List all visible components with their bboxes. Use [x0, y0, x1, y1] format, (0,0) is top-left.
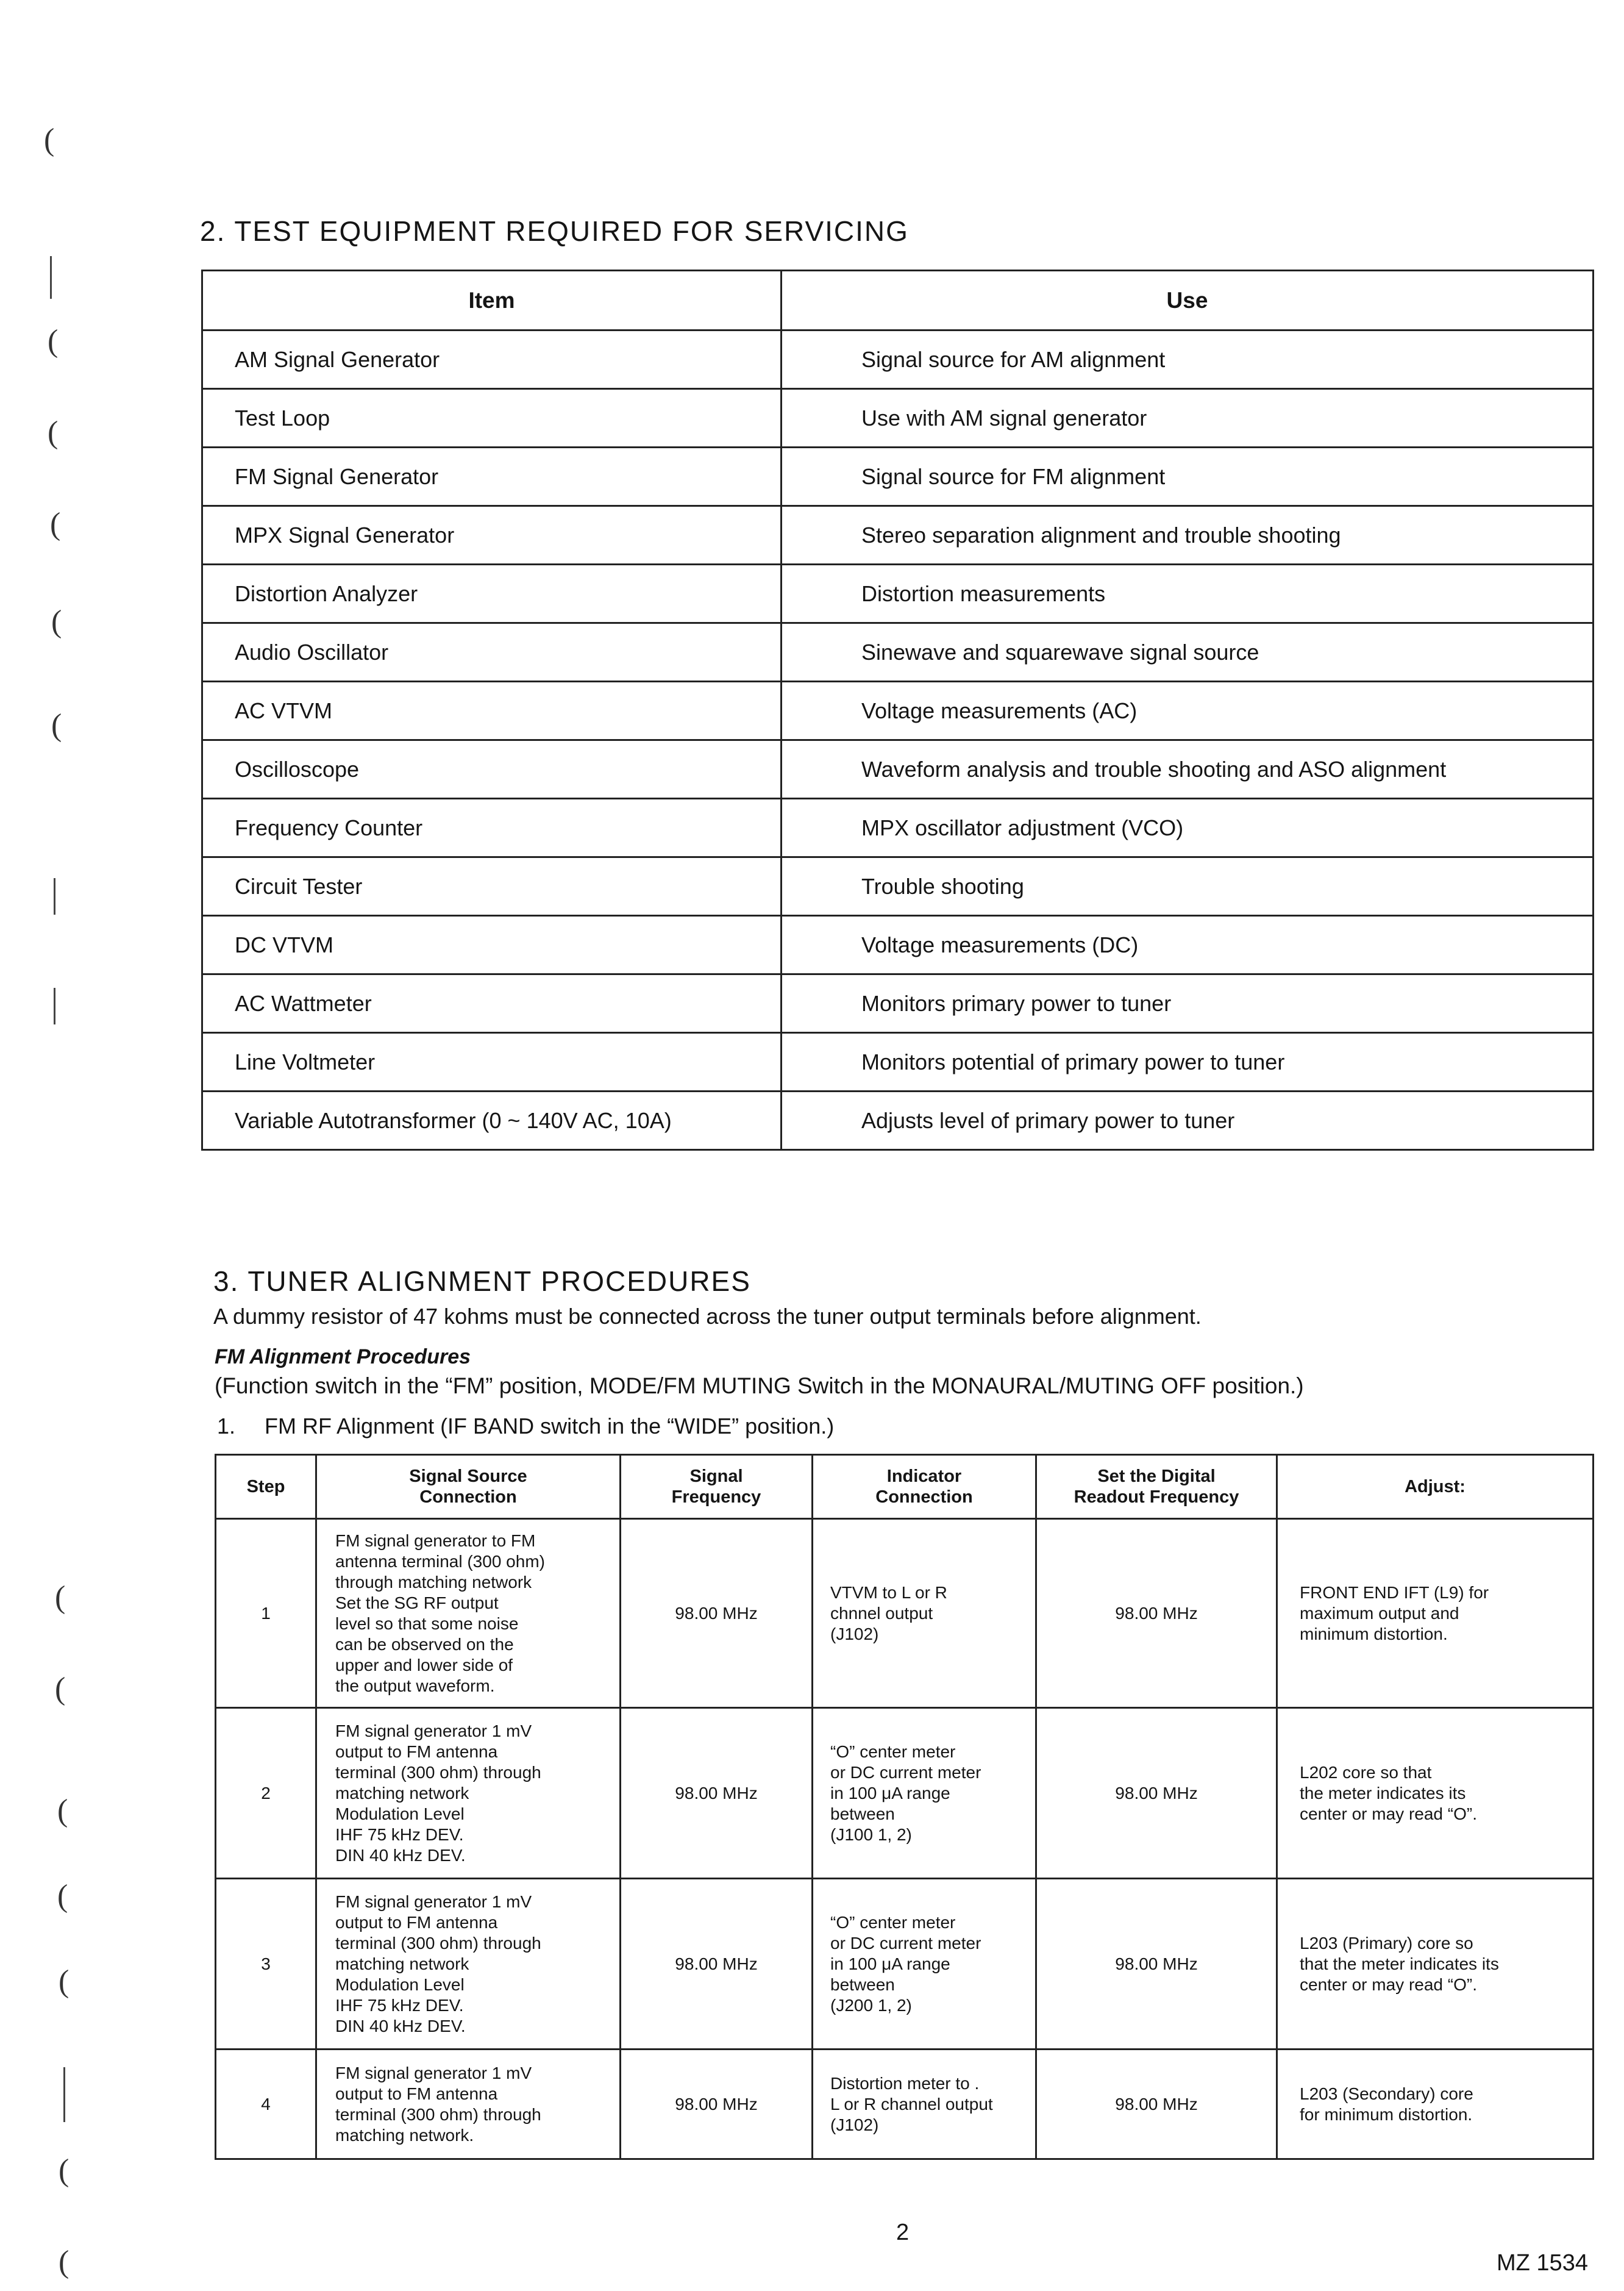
fm-rf-alignment-table — [215, 1454, 1594, 2160]
adjust-instruction: FRONT END IFT (L9) for maximum output and minimum distortion. — [1277, 1519, 1594, 1708]
binding-margin-marks: ( ( ( ( ( ( ( ( ( ( ( ( ( — [44, 123, 69, 2279]
fm-alignment-heading: FM Alignment Procedures — [215, 1345, 471, 1368]
adjust-instruction: L202 core so that the meter indicates its center or may read “O”. — [1277, 1708, 1594, 1879]
equipment-item: Line Voltmeter — [202, 1033, 782, 1092]
page-number: 2 — [896, 2220, 910, 2245]
equipment-use: Stereo separation alignment and trouble shooting — [782, 506, 1594, 565]
table-row — [202, 1033, 1594, 1092]
column-header-digital-readout: Set the Digital Readout Frequency — [1036, 1455, 1277, 1519]
equipment-use: Voltage measurements (DC) — [782, 916, 1594, 974]
table-row — [216, 1708, 1594, 1879]
column-header-adjust: Adjust: — [1277, 1455, 1594, 1519]
signal-source-connection: FM signal generator 1 mV output to FM antenna terminal (300 ohm) through matching network Modulation Level IHF 75 kHz DEV. DIN 40 kHz DEV. — [316, 1879, 621, 2050]
signal-source-connection: FM signal generator 1 mV output to FM antenna terminal (300 ohm) through matching network. — [316, 2050, 621, 2159]
equipment-use: Use with AM signal generator — [782, 389, 1594, 448]
column-header-use: Use — [782, 271, 1594, 331]
signal-source-connection: FM signal generator to FM antenna terminal (300 ohm) through matching network Set the SG RF output level so that some noise can be observed on the upper and lower side of the output waveform. — [316, 1519, 621, 1708]
column-header-signal-source: Signal Source Connection — [316, 1455, 621, 1519]
signal-frequency: 98.00 MHz — [621, 2050, 813, 2159]
equipment-item: AC Wattmeter — [202, 974, 782, 1033]
indicator-connection: VTVM to L or R chnnel output (J102) — [813, 1519, 1036, 1708]
table-row — [216, 1879, 1594, 2050]
equipment-item: Test Loop — [202, 389, 782, 448]
function-switch-note: (Function switch in the “FM” position, MODE/FM MUTING Switch in the MONAURAL/MUTING OFF position.) — [215, 1373, 1304, 1398]
equipment-use: Waveform analysis and trouble shooting and ASO alignment — [782, 740, 1594, 799]
signal-frequency: 98.00 MHz — [621, 1879, 813, 2050]
digital-readout-frequency: 98.00 MHz — [1036, 1708, 1277, 1879]
table-row — [202, 974, 1594, 1033]
table-row — [202, 740, 1594, 799]
table-row — [202, 389, 1594, 448]
section-2-title: 2. TEST EQUIPMENT REQUIRED FOR SERVICING — [200, 215, 909, 247]
equipment-use: Voltage measurements (AC) — [782, 682, 1594, 740]
equipment-item: AM Signal Generator — [202, 331, 782, 389]
equipment-use: Signal source for AM alignment — [782, 331, 1594, 389]
step-number: 4 — [216, 2050, 316, 2159]
indicator-connection: Distortion meter to . L or R channel output (J102) — [813, 2050, 1036, 2159]
equipment-use: Distortion measurements — [782, 565, 1594, 623]
table-row — [202, 799, 1594, 857]
signal-frequency: 98.00 MHz — [621, 1708, 813, 1879]
step-number: 2 — [216, 1708, 316, 1879]
subsection-number: 1. — [217, 1414, 236, 1439]
digital-readout-frequency: 98.00 MHz — [1036, 2050, 1277, 2159]
column-header-signal-frequency: Signal Frequency — [621, 1455, 813, 1519]
equipment-item: FM Signal Generator — [202, 448, 782, 506]
table-row — [202, 857, 1594, 916]
table-row — [202, 448, 1594, 506]
table-row — [202, 506, 1594, 565]
table-row — [216, 2050, 1594, 2159]
adjust-instruction: L203 (Secondary) core for minimum distortion. — [1277, 2050, 1594, 2159]
equipment-item: Circuit Tester — [202, 857, 782, 916]
column-header-step: Step — [216, 1455, 316, 1519]
signal-frequency: 98.00 MHz — [621, 1519, 813, 1708]
indicator-connection: “O” center meter or DC current meter in 100 μA range between (J100 1, 2) — [813, 1708, 1036, 1879]
equipment-use: Monitors primary power to tuner — [782, 974, 1594, 1033]
equipment-item: AC VTVM — [202, 682, 782, 740]
section-3-title: 3. TUNER ALIGNMENT PROCEDURES — [213, 1265, 751, 1297]
table-row — [202, 916, 1594, 974]
table-row — [216, 1519, 1594, 1708]
column-header-item: Item — [202, 271, 782, 331]
equipment-item: Oscilloscope — [202, 740, 782, 799]
table-header-row — [216, 1455, 1594, 1519]
equipment-item: MPX Signal Generator — [202, 506, 782, 565]
fm-rf-alignment-subtitle — [217, 1414, 834, 1439]
equipment-use: MPX oscillator adjustment (VCO) — [782, 799, 1594, 857]
equipment-use: Monitors potential of primary power to tuner — [782, 1033, 1594, 1092]
table-row — [202, 682, 1594, 740]
column-header-indicator: Indicator Connection — [813, 1455, 1036, 1519]
test-equipment-table — [201, 270, 1594, 1151]
adjust-instruction: L203 (Primary) core so that the meter indicates its center or may read “O”. — [1277, 1879, 1594, 2050]
equipment-use: Adjusts level of primary power to tuner — [782, 1092, 1594, 1150]
table-row — [202, 331, 1594, 389]
digital-readout-frequency: 98.00 MHz — [1036, 1879, 1277, 2050]
equipment-item: Audio Oscillator — [202, 623, 782, 682]
equipment-use: Trouble shooting — [782, 857, 1594, 916]
step-number: 1 — [216, 1519, 316, 1708]
indicator-connection: “O” center meter or DC current meter in 100 μA range between (J200 1, 2) — [813, 1879, 1036, 2050]
document-number: MZ 1534 — [1497, 2250, 1588, 2276]
table-header-row — [202, 271, 1594, 331]
equipment-use: Signal source for FM alignment — [782, 448, 1594, 506]
table-row — [202, 1092, 1594, 1150]
equipment-item: Frequency Counter — [202, 799, 782, 857]
table-row — [202, 623, 1594, 682]
table-row — [202, 565, 1594, 623]
signal-source-connection: FM signal generator 1 mV output to FM antenna terminal (300 ohm) through matching network Modulation Level IHF 75 kHz DEV. DIN 40 kHz DEV. — [316, 1708, 621, 1879]
digital-readout-frequency: 98.00 MHz — [1036, 1519, 1277, 1708]
dummy-resistor-note: A dummy resistor of 47 kohms must be connected across the tuner output terminals before alignment. — [213, 1304, 1202, 1329]
equipment-use: Sinewave and squarewave signal source — [782, 623, 1594, 682]
equipment-item: Variable Autotransformer (0 ~ 140V AC, 10A) — [202, 1092, 782, 1150]
subsection-title: FM RF Alignment (IF BAND switch in the “WIDE” position.) — [265, 1414, 835, 1439]
equipment-item: DC VTVM — [202, 916, 782, 974]
step-number: 3 — [216, 1879, 316, 2050]
equipment-item: Distortion Analyzer — [202, 565, 782, 623]
